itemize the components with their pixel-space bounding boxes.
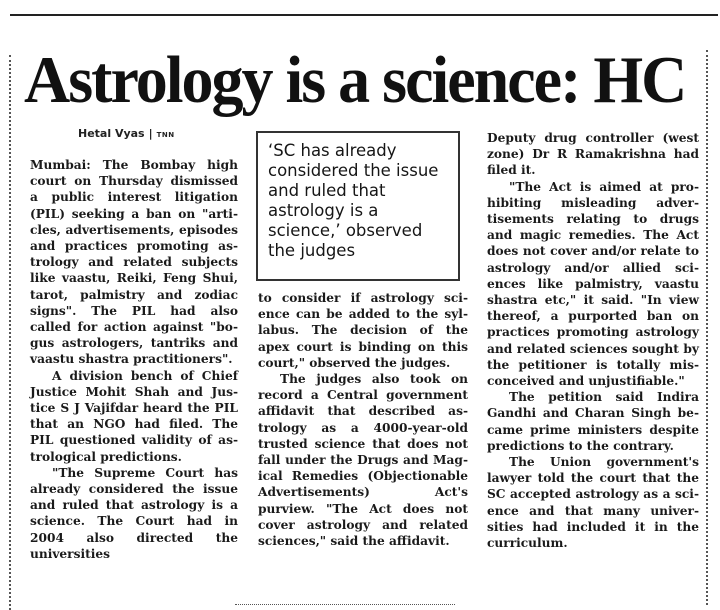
pull-quote-box: ‘SC has already considered the issue and ruled that astrology is a science,’ observed the judges	[256, 131, 460, 281]
headline: Astrology is a science: HC	[24, 42, 686, 117]
bottom-dotted-rule	[235, 604, 455, 605]
byline-author: Hetal Vyas	[78, 127, 145, 140]
left-dotted-border	[9, 55, 11, 610]
paragraph: Deputy drug controller (west zone) Dr R Ramakrishna had filed it.	[487, 131, 699, 178]
paragraph: "The Supreme Court has already considered the issue and ruled that astrology is a science. The Court had in 2004 also directed the universities	[30, 465, 238, 561]
byline	[78, 127, 175, 140]
byline-separator: |	[148, 127, 153, 140]
paragraph	[30, 157, 238, 368]
paragraph-text: The Bombay high court on Thursday dismissed a public interest litigation (PIL) seeking a ban on "articles, advertisements, episodes and practices promoting astrology and related subjects like vaastu, Reiki, Feng Shui, tarot, palmistry and zodiac signs". The PIL had also called for action against "bogus astrologers, tantriks and vaastu shastra practitioners".	[30, 158, 238, 367]
article-column-2	[258, 290, 468, 549]
paragraph: to consider if astrology science can be added to the syllabus. The decision of the apex court is binding on this court," observed the judges.	[258, 291, 468, 370]
byline-agency: TNN	[156, 131, 175, 139]
paragraph: A division bench of Chief Justice Mohit Shah and Justice S J Vajifdar heard the PIL that an NGO had filed. The PIL questioned validity of astrological predictions.	[30, 368, 238, 464]
dateline: Mumbai:	[30, 158, 91, 172]
paragraph: "The Act is aimed at prohibiting misleading advertisements relating to drugs and magic remedies. The Act does not cover and/or relate to astrology and/or allied sciences like palmistry, vaastu shastra etc," it said. "In view thereof, a purported ban on practices promoting astrology and related sciences sought by the petitioner is totally misconceived and unjustifiable."	[487, 179, 699, 389]
paragraph: The judges also took on record a Central government affidavit that described astrology as a 4000-year-old trusted science that does not fall under the Drugs and Magical Remedies (Objectionable Advertisements) Act's purview. "The Act does not cover astrology and related sciences," said the affidavit.	[258, 372, 468, 549]
right-dotted-border	[706, 50, 708, 605]
paragraph: The petition said Indira Gandhi and Charan Singh became prime ministers despite predictions to the contrary.	[487, 390, 699, 453]
article-column-1	[30, 157, 238, 562]
top-rule	[10, 14, 718, 16]
paragraph: The Union government's lawyer told the court that the SC accepted astrology as a science and that many universities had included it in the curriculum.	[487, 455, 699, 551]
article-column-3	[487, 130, 699, 551]
